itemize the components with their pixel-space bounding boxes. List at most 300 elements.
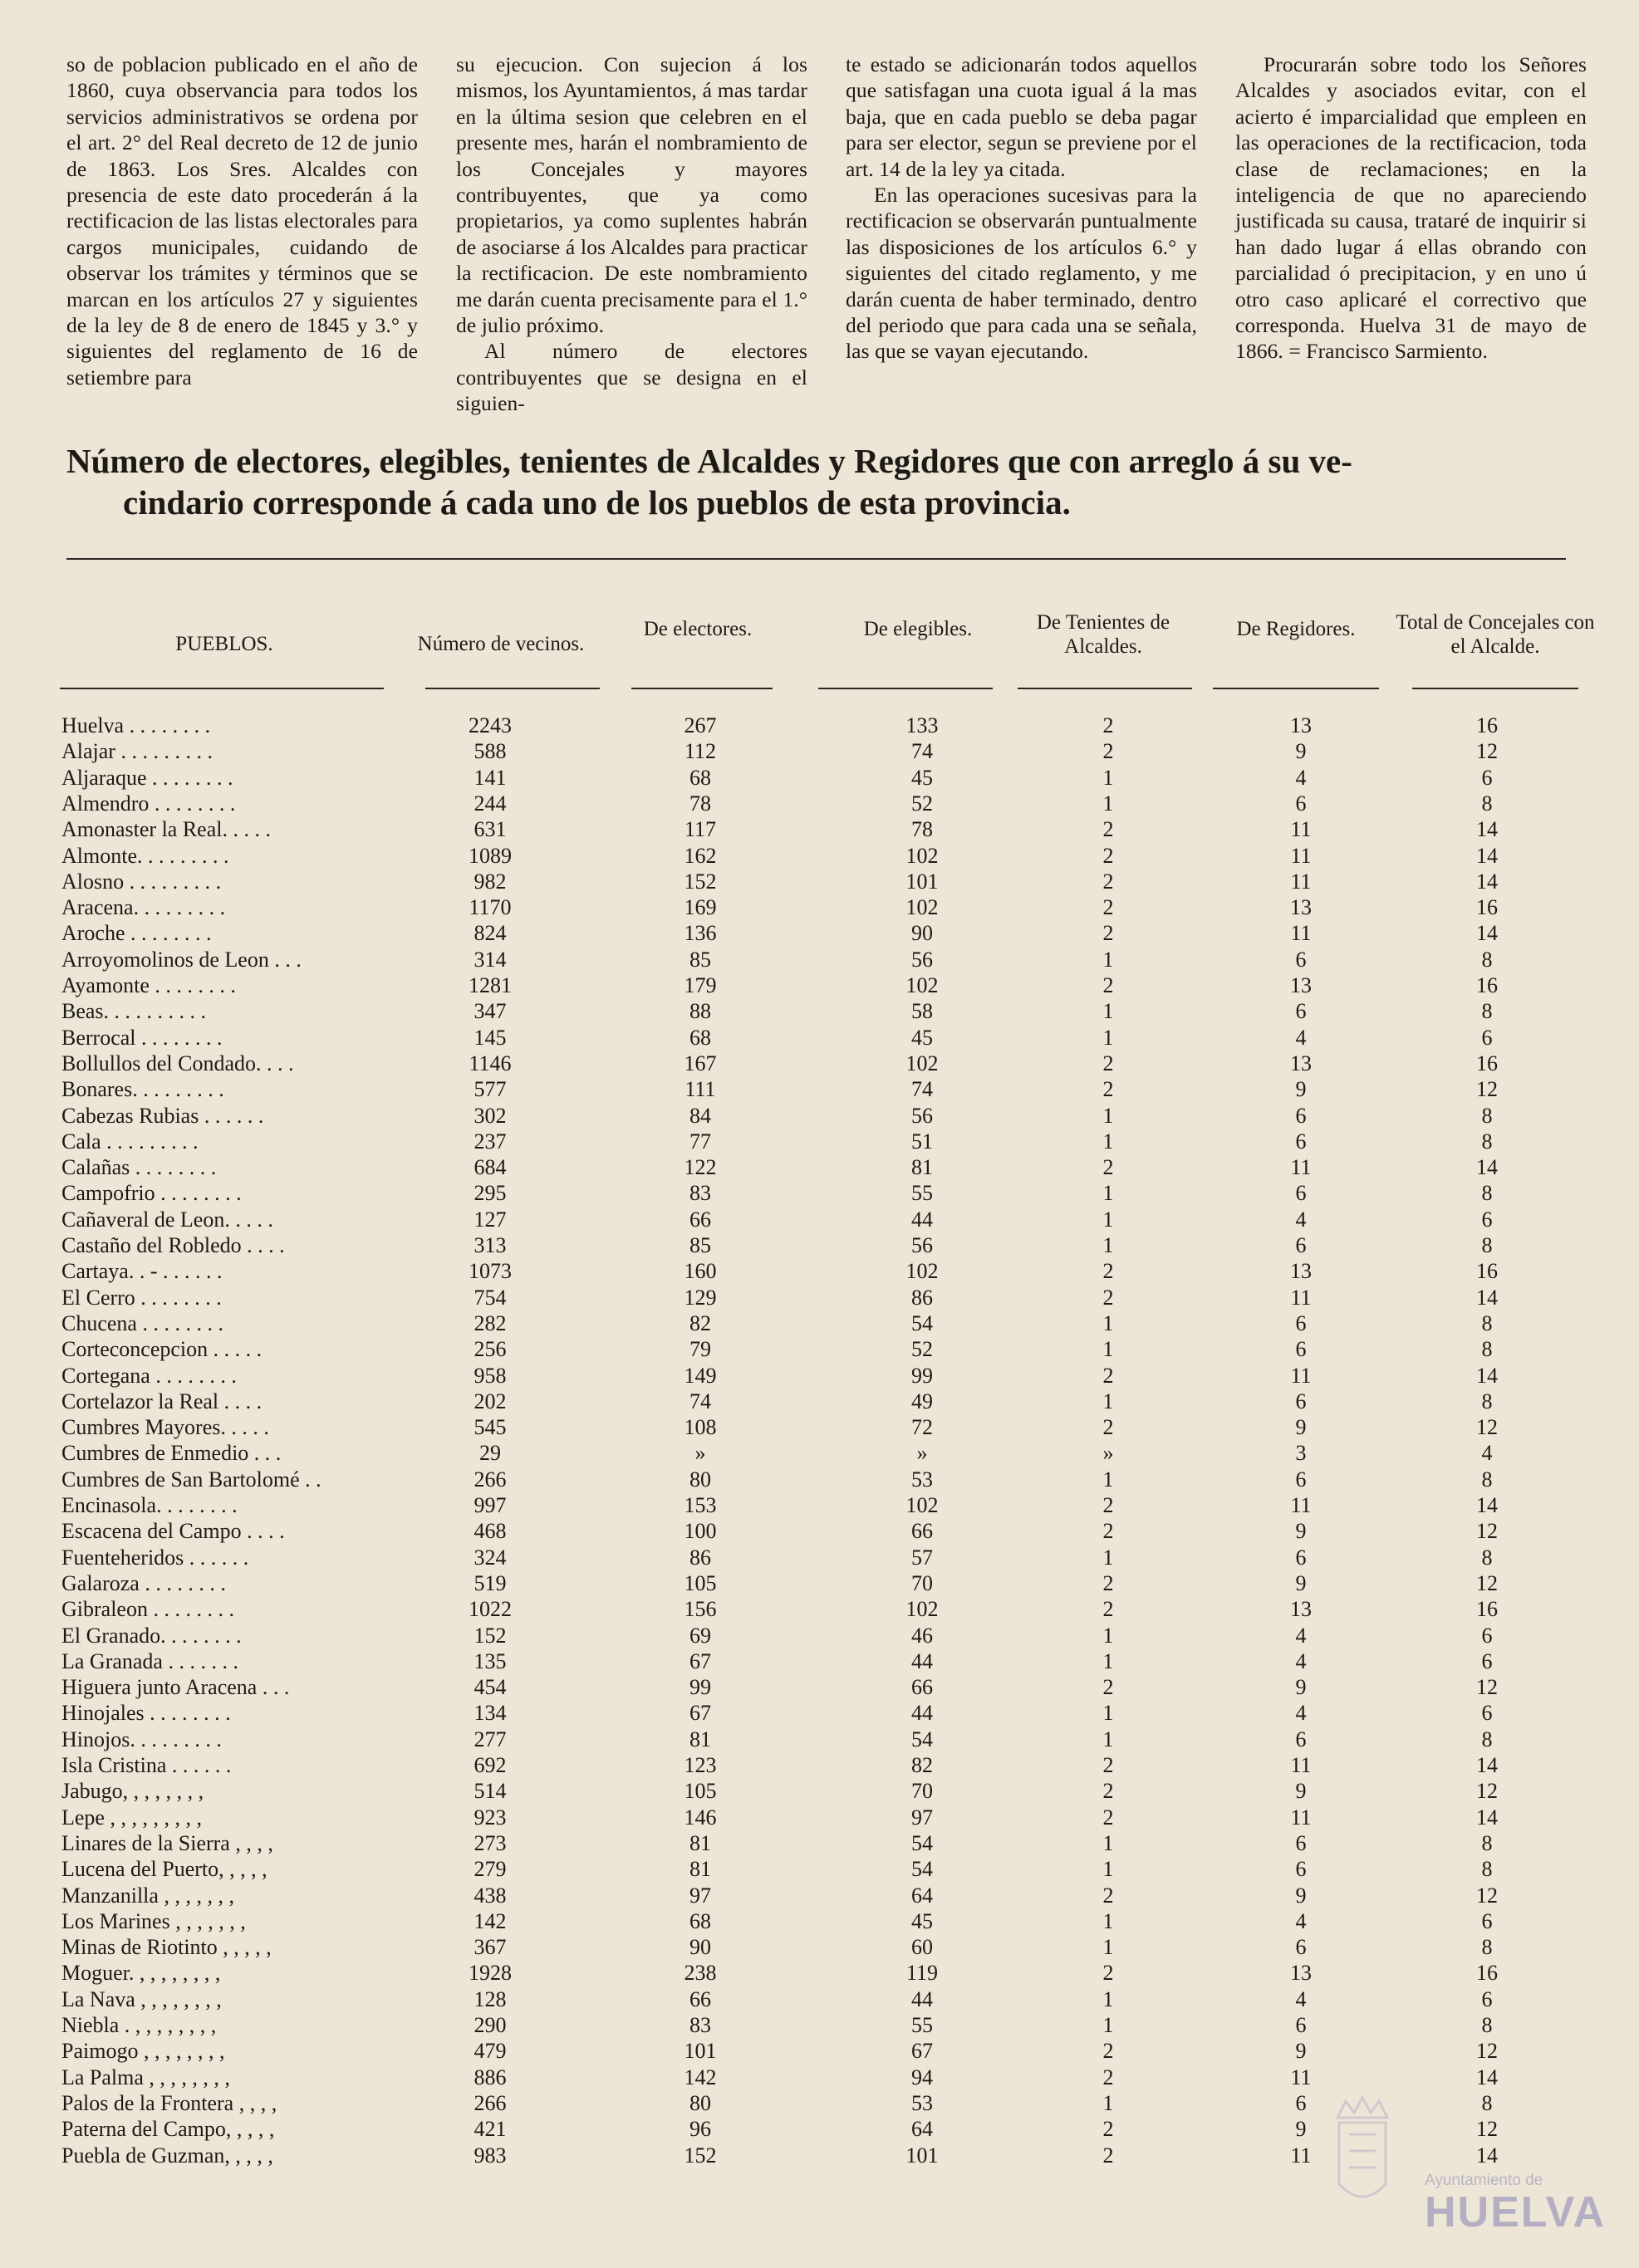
total-cell: 12 — [1476, 1675, 1498, 1700]
regidores-cell: 9 — [1295, 739, 1307, 764]
tenientes-cell: » — [1102, 1441, 1114, 1466]
pueblo-cell: Cumbres de Enmedio . . . — [61, 1441, 282, 1466]
table-row — [0, 1467, 1639, 1492]
tenientes-cell: 2 — [1102, 1675, 1114, 1700]
electores-cell: 267 — [684, 713, 717, 737]
pueblo-cell: Isla Cristina . . . . . . — [61, 1753, 232, 1777]
tenientes-cell: 1 — [1102, 1129, 1114, 1154]
table-row — [0, 1414, 1639, 1440]
elegibles-cell: 72 — [911, 1415, 933, 1440]
header-rule — [1018, 688, 1192, 689]
pueblo-cell: Cañaveral de Leon. . . . . — [61, 1207, 273, 1232]
table-row — [0, 791, 1639, 816]
tenientes-cell: 1 — [1102, 1857, 1114, 1882]
pueblo-cell: La Nava , , , , , , , , — [61, 1986, 222, 2011]
regidores-cell: 6 — [1295, 1727, 1307, 1751]
elegibles-cell: 74 — [911, 739, 933, 764]
electores-cell: 83 — [689, 2013, 711, 2037]
vecinos-cell: 367 — [474, 1935, 507, 1960]
total-cell: 6 — [1481, 1986, 1493, 2011]
table-row — [0, 1232, 1639, 1258]
regidores-cell: 13 — [1290, 895, 1312, 920]
electores-cell: 85 — [689, 947, 711, 972]
electores-cell: 146 — [684, 1805, 717, 1830]
tenientes-cell: 2 — [1102, 921, 1114, 946]
electores-cell: 82 — [689, 1310, 711, 1335]
elegibles-cell: 86 — [911, 1285, 933, 1310]
table-row — [0, 1258, 1639, 1284]
tenientes-cell: 2 — [1102, 1753, 1114, 1777]
elegibles-cell: 74 — [911, 1077, 933, 1102]
regidores-cell: 6 — [1295, 947, 1307, 972]
elegibles-cell: 67 — [911, 2039, 933, 2064]
vecinos-cell: 545 — [474, 1415, 507, 1440]
table-row — [0, 1700, 1639, 1726]
regidores-cell: 13 — [1290, 1597, 1312, 1622]
regidores-cell: 6 — [1295, 1545, 1307, 1570]
vecinos-cell: 588 — [474, 739, 507, 764]
total-cell: 8 — [1481, 2090, 1493, 2115]
elegibles-cell: 94 — [911, 2065, 933, 2089]
vecinos-cell: 1073 — [469, 1259, 512, 1284]
tenientes-cell: 2 — [1102, 1519, 1114, 1544]
table-row — [0, 2012, 1639, 2038]
tenientes-cell: 1 — [1102, 765, 1114, 790]
regidores-cell: 11 — [1290, 1155, 1312, 1180]
intro-column-4 — [1235, 51, 1587, 417]
elegibles-cell: 45 — [911, 765, 933, 790]
tenientes-cell: 2 — [1102, 817, 1114, 842]
header-rule — [818, 688, 993, 689]
total-cell: 12 — [1476, 1519, 1498, 1544]
elegibles-cell: 44 — [911, 1207, 933, 1232]
regidores-cell: 9 — [1295, 1077, 1307, 1102]
col-header-total: Total de Concejales con el Alcalde. — [1396, 611, 1595, 658]
elegibles-cell: 102 — [905, 1259, 939, 1284]
electores-cell: 81 — [689, 1830, 711, 1855]
electores-cell: 90 — [689, 1935, 711, 1960]
table-row — [0, 1129, 1639, 1154]
tenientes-cell: 1 — [1102, 2090, 1114, 2115]
tenientes-cell: 2 — [1102, 2117, 1114, 2142]
table-row — [0, 1752, 1639, 1778]
regidores-cell: 9 — [1295, 1779, 1307, 1804]
elegibles-cell: 54 — [911, 1727, 933, 1751]
vecinos-cell: 824 — [474, 921, 507, 946]
total-cell: 12 — [1476, 2117, 1498, 2142]
electores-cell: 167 — [684, 1051, 717, 1075]
table-row — [0, 843, 1639, 869]
electores-cell: 152 — [684, 869, 717, 894]
table-row — [0, 1051, 1639, 1076]
electores-cell: 67 — [689, 1648, 711, 1673]
electores-cell: 83 — [689, 1181, 711, 1206]
vecinos-cell: 29 — [479, 1441, 501, 1466]
table-row — [0, 816, 1639, 842]
intro-paragraph: En las operaciones sucesivas para la rectificacion se observarán puntualmente las disposiciones de los artículos 6.° y siguientes del citado reglamento, y me darán cuenta de haber terminado, dentro del periodo que para cada una se señala, las que se vayan ejecutando. — [846, 183, 1197, 364]
electores-cell: 67 — [689, 1701, 711, 1726]
total-cell: 6 — [1481, 1623, 1493, 1648]
intro-column-1 — [66, 51, 418, 417]
regidores-cell: 6 — [1295, 1935, 1307, 1960]
elegibles-cell: 102 — [905, 1051, 939, 1075]
pueblo-cell: Cumbres Mayores. . . . . — [61, 1415, 269, 1440]
pueblo-cell: Alosno . . . . . . . . . — [61, 869, 222, 894]
header-rule — [60, 688, 384, 689]
intro-text — [66, 51, 1587, 417]
regidores-cell: 11 — [1290, 1493, 1312, 1517]
electores-cell: 85 — [689, 1233, 711, 1257]
regidores-cell: 13 — [1290, 1259, 1312, 1284]
regidores-cell: 11 — [1290, 1805, 1312, 1830]
electores-cell: 68 — [689, 1908, 711, 1933]
total-cell: 8 — [1481, 947, 1493, 972]
total-cell: 14 — [1476, 1155, 1498, 1180]
electores-cell: 69 — [689, 1623, 711, 1648]
pueblo-cell: Lepe , , , , , , , , , — [61, 1805, 202, 1830]
tenientes-cell: 1 — [1102, 1181, 1114, 1206]
col-header-pueblos: PUEBLOS. — [175, 633, 273, 655]
regidores-cell: 13 — [1290, 713, 1312, 737]
table-row — [0, 1856, 1639, 1882]
pueblo-cell: Aracena. . . . . . . . . — [61, 895, 226, 920]
elegibles-cell: 45 — [911, 1025, 933, 1050]
tenientes-cell: 1 — [1102, 1830, 1114, 1855]
elegibles-cell: 55 — [911, 1181, 933, 1206]
table-row — [0, 1960, 1639, 1986]
electores-cell: 99 — [689, 1675, 711, 1700]
tenientes-cell: 1 — [1102, 1986, 1114, 2011]
heading-line-2: cindario corresponde á cada uno de los pueblos de esta provincia. — [123, 483, 1071, 522]
vecinos-cell: 134 — [474, 1701, 507, 1726]
electores-cell: 81 — [689, 1727, 711, 1751]
vecinos-cell: 277 — [474, 1727, 507, 1751]
vecinos-cell: 295 — [474, 1181, 507, 1206]
table-row — [0, 1492, 1639, 1518]
elegibles-cell: 46 — [911, 1623, 933, 1648]
pueblo-cell: La Granada . . . . . . . — [61, 1648, 238, 1673]
vecinos-cell: 982 — [474, 869, 507, 894]
electores-cell: 74 — [689, 1389, 711, 1413]
total-cell: 6 — [1481, 1908, 1493, 1933]
electores-cell: 77 — [689, 1129, 711, 1154]
vecinos-cell: 454 — [474, 1675, 507, 1700]
regidores-cell: 4 — [1295, 1648, 1307, 1673]
tenientes-cell: 2 — [1102, 1415, 1114, 1440]
total-cell: 14 — [1476, 843, 1498, 868]
pueblo-cell: Los Marines , , , , , , , — [61, 1908, 246, 1933]
tenientes-cell: 1 — [1102, 1727, 1114, 1751]
elegibles-cell: 64 — [911, 1883, 933, 1908]
elegibles-cell: 44 — [911, 1701, 933, 1726]
table-row — [0, 1596, 1639, 1622]
elegibles-cell: 54 — [911, 1857, 933, 1882]
regidores-cell: 9 — [1295, 1415, 1307, 1440]
regidores-cell: 4 — [1295, 1025, 1307, 1050]
regidores-cell: 11 — [1290, 921, 1312, 946]
vecinos-cell: 514 — [474, 1779, 507, 1804]
pueblo-cell: Hinojales . . . . . . . . — [61, 1701, 231, 1726]
tenientes-cell: 1 — [1102, 1623, 1114, 1648]
vecinos-cell: 127 — [474, 1207, 507, 1232]
total-cell: 8 — [1481, 1129, 1493, 1154]
elegibles-cell: 133 — [905, 713, 939, 737]
table-row — [0, 972, 1639, 998]
total-cell: 8 — [1481, 1545, 1493, 1570]
vecinos-cell: 958 — [474, 1363, 507, 1388]
total-cell: 16 — [1476, 1597, 1498, 1622]
total-cell: 8 — [1481, 1103, 1493, 1128]
elegibles-cell: 102 — [905, 973, 939, 997]
pueblo-cell: Cortelazor la Real . . . . — [61, 1389, 263, 1413]
pueblo-cell: Cumbres de San Bartolomé . . — [61, 1467, 321, 1492]
vecinos-cell: 302 — [474, 1103, 507, 1128]
tenientes-cell: 1 — [1102, 999, 1114, 1024]
elegibles-cell: 119 — [905, 1961, 939, 1986]
electores-cell: 156 — [684, 1597, 717, 1622]
vecinos-cell: 142 — [474, 1908, 507, 1933]
vecinos-cell: 324 — [474, 1545, 507, 1570]
table-row — [0, 1648, 1639, 1674]
regidores-cell: 6 — [1295, 1389, 1307, 1413]
electores-cell: 169 — [684, 895, 717, 920]
watermark-line-2: HUELVA — [1425, 2188, 1607, 2236]
regidores-cell: 13 — [1290, 1961, 1312, 1986]
regidores-cell: 9 — [1295, 2117, 1307, 2142]
total-cell: 16 — [1476, 1961, 1498, 1986]
electores-cell: 105 — [684, 1779, 717, 1804]
total-cell: 8 — [1481, 999, 1493, 1024]
pueblo-cell: Huelva . . . . . . . . — [61, 713, 211, 737]
vecinos-cell: 1146 — [469, 1051, 512, 1075]
tenientes-cell: 1 — [1102, 1103, 1114, 1128]
tenientes-cell: 1 — [1102, 1648, 1114, 1673]
pueblo-cell: Corteconcepcion . . . . . — [61, 1337, 263, 1362]
tenientes-cell: 1 — [1102, 791, 1114, 816]
pueblo-cell: Paimogo , , , , , , , , — [61, 2039, 225, 2064]
electores-cell: 122 — [684, 1155, 717, 1180]
table-row — [0, 1336, 1639, 1362]
vecinos-cell: 1022 — [469, 1597, 512, 1622]
elegibles-cell: 90 — [911, 921, 933, 946]
elegibles-cell: 81 — [911, 1155, 933, 1180]
regidores-cell: 11 — [1290, 817, 1312, 842]
electores-cell: 86 — [689, 1545, 711, 1570]
pueblo-cell: Moguer. , , , , , , , , — [61, 1961, 221, 1986]
tenientes-cell: 1 — [1102, 1207, 1114, 1232]
col-header-vecinos: Número de vecinos. — [417, 633, 585, 655]
vecinos-cell: 684 — [474, 1155, 507, 1180]
tenientes-cell: 2 — [1102, 1961, 1114, 1986]
electores-cell: 129 — [684, 1285, 717, 1310]
total-cell: 8 — [1481, 2013, 1493, 2037]
elegibles-cell: 49 — [911, 1389, 933, 1413]
regidores-cell: 6 — [1295, 999, 1307, 1024]
tenientes-cell: 2 — [1102, 895, 1114, 920]
tenientes-cell: 2 — [1102, 973, 1114, 997]
regidores-cell: 6 — [1295, 1337, 1307, 1362]
electores-cell: 80 — [689, 2090, 711, 2115]
vecinos-cell: 1928 — [469, 1961, 512, 1986]
regidores-cell: 13 — [1290, 1051, 1312, 1075]
electores-cell: 101 — [684, 2039, 717, 2064]
pueblo-cell: Cabezas Rubias . . . . . . — [61, 1103, 264, 1128]
col-header-electores: De electores. — [643, 618, 753, 640]
total-cell: 8 — [1481, 1935, 1493, 1960]
elegibles-cell: 101 — [905, 869, 939, 894]
table-row — [0, 947, 1639, 972]
table-row — [0, 1883, 1639, 1908]
tenientes-cell: 1 — [1102, 1025, 1114, 1050]
elegibles-cell: 53 — [911, 1467, 933, 1492]
table-row — [0, 1805, 1639, 1830]
table-row — [0, 1778, 1639, 1804]
pueblo-cell: Ayamonte . . . . . . . . — [61, 973, 236, 997]
pueblo-cell: Niebla . , , , , , , , , — [61, 2013, 217, 2037]
regidores-cell: 6 — [1295, 1310, 1307, 1335]
elegibles-cell: 70 — [911, 1779, 933, 1804]
elegibles-cell: 54 — [911, 1830, 933, 1855]
pueblo-cell: Paterna del Campo, , , , , — [61, 2117, 275, 2142]
elegibles-cell: 101 — [905, 2143, 939, 2168]
intro-paragraph: Al número de electores contribuyentes que se designa en el siguien- — [456, 339, 807, 416]
tenientes-cell: 2 — [1102, 1363, 1114, 1388]
intro-paragraph: so de poblacion publicado en el año de 1860, cuya observancia para todos los servicios administrativos se ordena por el art. 2° del Real decreto de 12 de junio de 1863. Los Sres. Alcaldes con presencia de este dato procederán á la rectificacion de las listas electorales para cargos municipales, cuidando de observar los trámites y términos que se marcan en los artículos 27 y siguientes de la ley de 8 de enero de 1845 y 3.° y siguientes del reglamento de 16 de setiembre para — [66, 52, 418, 389]
vecinos-cell: 290 — [474, 2013, 507, 2037]
regidores-cell: 11 — [1290, 2143, 1312, 2168]
tenientes-cell: 1 — [1102, 1701, 1114, 1726]
electores-cell: 84 — [689, 1103, 711, 1128]
total-cell: 4 — [1481, 1441, 1493, 1466]
total-cell: 14 — [1476, 921, 1498, 946]
watermark-line-1: Ayuntamiento de — [1425, 2172, 1543, 2189]
tenientes-cell: 2 — [1102, 2065, 1114, 2089]
table-row — [0, 2065, 1639, 2090]
total-cell: 12 — [1476, 1570, 1498, 1595]
elegibles-cell: 102 — [905, 843, 939, 868]
vecinos-cell: 983 — [474, 2143, 507, 2168]
vecinos-cell: 631 — [474, 817, 507, 842]
pueblo-cell: Alajar . . . . . . . . . — [61, 739, 213, 764]
tenientes-cell: 2 — [1102, 1493, 1114, 1517]
elegibles-cell: 70 — [911, 1570, 933, 1595]
elegibles-cell: 102 — [905, 1493, 939, 1517]
electores-cell: 112 — [684, 739, 717, 764]
electores-cell: 81 — [689, 1857, 711, 1882]
pueblo-cell: Cortegana . . . . . . . . — [61, 1363, 237, 1388]
regidores-cell: 9 — [1295, 1570, 1307, 1595]
col-header-tenientes: De Tenientes de Alcaldes. — [1036, 611, 1170, 658]
vecinos-cell: 279 — [474, 1857, 507, 1882]
total-cell: 12 — [1476, 1415, 1498, 1440]
vecinos-cell: 141 — [474, 765, 507, 790]
tenientes-cell: 2 — [1102, 1597, 1114, 1622]
total-cell: 12 — [1476, 1779, 1498, 1804]
pueblo-cell: Bonares. . . . . . . . . — [61, 1077, 224, 1102]
pueblo-cell: Manzanilla , , , , , , , — [61, 1883, 234, 1908]
total-cell: 12 — [1476, 739, 1498, 764]
regidores-cell: 4 — [1295, 1908, 1307, 1933]
total-cell: 12 — [1476, 2039, 1498, 2064]
total-cell: 12 — [1476, 1077, 1498, 1102]
elegibles-cell: 78 — [911, 817, 933, 842]
electores-cell: 68 — [689, 1025, 711, 1050]
pueblo-cell: Palos de la Frontera , , , , — [61, 2090, 277, 2115]
regidores-cell: 9 — [1295, 1883, 1307, 1908]
electores-cell: 96 — [689, 2117, 711, 2142]
total-cell: 8 — [1481, 791, 1493, 816]
vecinos-cell: 997 — [474, 1493, 507, 1517]
vecinos-cell: 152 — [474, 1623, 507, 1648]
pueblo-cell: Arroyomolinos de Leon . . . — [61, 947, 302, 972]
regidores-cell: 6 — [1295, 2013, 1307, 2037]
pueblo-cell: Escacena del Campo . . . . — [61, 1519, 285, 1544]
elegibles-cell: 44 — [911, 1986, 933, 2011]
electores-cell: 238 — [684, 1961, 717, 1986]
vecinos-cell: 468 — [474, 1519, 507, 1544]
header-rule — [425, 688, 600, 689]
regidores-cell: 9 — [1295, 2039, 1307, 2064]
pueblo-cell: La Palma , , , , , , , , — [61, 2065, 230, 2089]
elegibles-cell: 57 — [911, 1545, 933, 1570]
vecinos-cell: 202 — [474, 1389, 507, 1413]
table-row — [0, 1570, 1639, 1596]
total-cell: 6 — [1481, 1025, 1493, 1050]
total-cell: 16 — [1476, 973, 1498, 997]
electores-cell: 152 — [684, 2143, 717, 2168]
total-cell: 14 — [1476, 1805, 1498, 1830]
pueblo-cell: Campofrio . . . . . . . . — [61, 1181, 242, 1206]
table-row — [0, 1727, 1639, 1752]
table-row — [0, 1180, 1639, 1206]
total-cell: 8 — [1481, 1857, 1493, 1882]
table-row — [0, 2038, 1639, 2064]
table-header — [0, 602, 1639, 685]
table-row — [0, 1623, 1639, 1648]
regidores-cell: 4 — [1295, 765, 1307, 790]
col-header-elegibles: De elegibles. — [863, 618, 973, 640]
total-cell: 8 — [1481, 1337, 1493, 1362]
pueblo-cell: Lucena del Puerto, , , , , — [61, 1857, 267, 1882]
total-cell: 14 — [1476, 1285, 1498, 1310]
tenientes-cell: 1 — [1102, 1310, 1114, 1335]
pueblo-cell: Puebla de Guzman, , , , , — [61, 2143, 273, 2168]
regidores-cell: 6 — [1295, 2090, 1307, 2115]
elegibles-cell: 99 — [911, 1363, 933, 1388]
table-row — [0, 1830, 1639, 1856]
table-row — [0, 713, 1639, 738]
table-row — [0, 1076, 1639, 1102]
total-cell: 14 — [1476, 2065, 1498, 2089]
pueblo-cell: Fuenteheridos . . . . . . — [61, 1545, 249, 1570]
table-row — [0, 1934, 1639, 1960]
elegibles-cell: 52 — [911, 791, 933, 816]
elegibles-cell: 45 — [911, 1908, 933, 1933]
vecinos-cell: 577 — [474, 1077, 507, 1102]
intro-paragraph: Procurarán sobre todo los Señores Alcaldes y asociados evitar, con el acierto é imparcialidad que empleen en las operaciones de la rectificacion, toda clase de reclamaciones; en la inteligencia de que no apareciendo justificada su causa, trataré de inquirir si han dado lugar á ellas obrando con parcialidad ó precipitacion, y en uno ú otro caso aplicaré el correctivo que corresponda. Huelva 31 de mayo de 1866. = Francisco Sarmiento. — [1235, 52, 1587, 364]
table-row — [0, 738, 1639, 764]
regidores-cell: 9 — [1295, 1675, 1307, 1700]
total-cell: 8 — [1481, 1727, 1493, 1751]
regidores-cell: 11 — [1290, 1753, 1312, 1777]
tenientes-cell: 2 — [1102, 869, 1114, 894]
col-header-regidores: De Regidores. — [1236, 618, 1356, 640]
table-row — [0, 1154, 1639, 1180]
vecinos-cell: 237 — [474, 1129, 507, 1154]
total-cell: 14 — [1476, 1363, 1498, 1388]
electores-cell: 97 — [689, 1883, 711, 1908]
electores-cell: 142 — [684, 2065, 717, 2089]
